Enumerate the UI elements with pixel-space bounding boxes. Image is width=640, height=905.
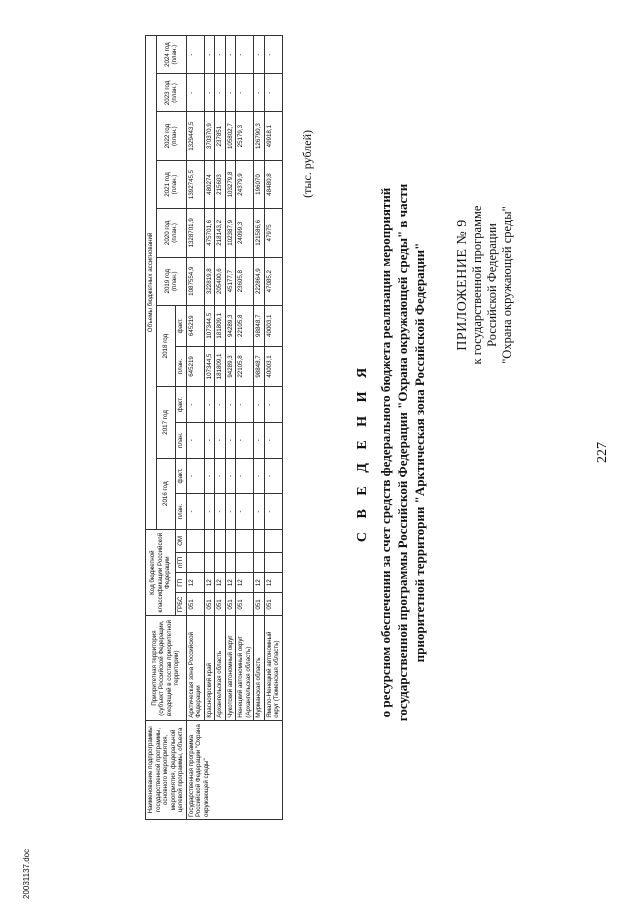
header-grbs: ГРБС — [176, 593, 187, 616]
header-year-2018: 2018 год — [156, 305, 176, 386]
header-name: Наименование подпрограммы государственной программы, основного мероприятия, мероприятия, федеральной целевой программы, объекта — [146, 720, 187, 819]
cell-v2018f: 645219 — [186, 305, 204, 346]
cell-territory: Арктическая зона Российской Федерации — [186, 616, 204, 720]
header-plan: план. — [176, 346, 187, 387]
cell-gp: 12 — [225, 573, 236, 593]
cell-v2016f: - — [204, 458, 215, 494]
table-body — [186, 36, 282, 820]
cell-v2021: 196070 — [254, 160, 265, 208]
cell-gp: 12 — [186, 573, 204, 593]
cell-grbs: 051 — [186, 593, 204, 616]
header-pgp: пГП — [176, 552, 187, 572]
cell-om — [186, 529, 204, 552]
cell-v2016p: - — [215, 494, 226, 530]
cell-v2019: 322819,8 — [204, 257, 215, 305]
cell-v2017p: - — [215, 422, 226, 458]
cell-grbs: 051 — [254, 593, 265, 616]
cell-v2023: - — [264, 74, 282, 112]
table-row — [186, 36, 204, 820]
cell-v2017f: - — [264, 387, 282, 423]
cell-v2023: - — [254, 74, 265, 112]
cell-v2018f: 181809,1 — [215, 305, 226, 346]
cell-territory: Архангельская область — [215, 616, 226, 720]
cell-territory: Ямало-Ненецкий автономный округ (Тюменская область) — [264, 616, 282, 720]
cell-territory: Мурманская область — [254, 616, 265, 720]
cell-v2017p: - — [204, 422, 215, 458]
cell-v2019: 45177,7 — [225, 257, 236, 305]
cell-v2020: 102387,9 — [225, 209, 236, 257]
cell-v2023: - — [215, 74, 226, 112]
cell-v2022: 49918,1 — [264, 112, 282, 160]
cell-v2024: - — [225, 36, 236, 74]
cell-v2017p: - — [264, 422, 282, 458]
cell-v2017f: - — [225, 387, 236, 423]
header-year-2019: 2019 год (план.) — [156, 257, 186, 305]
cell-v2018p: 22105,8 — [236, 346, 254, 387]
cell-pgp — [264, 552, 282, 572]
appendix-line: к государственной программе — [470, 205, 484, 365]
cell-v2018p: 98848,7 — [254, 346, 265, 387]
cell-v2016f: - — [254, 458, 265, 494]
cell-v2019: 1087554,9 — [186, 257, 204, 305]
cell-grbs: 051 — [236, 593, 254, 616]
cell-v2018f: 98848,7 — [254, 305, 265, 346]
cell-v2024: - — [264, 36, 282, 74]
cell-territory: Ненецкий автономный округ (Архангельская область) — [236, 616, 254, 720]
header-volumes: Объемы бюджетных ассигнований — [146, 36, 157, 530]
cell-grbs: 051 — [204, 593, 215, 616]
cell-v2020: 121586,6 — [254, 209, 265, 257]
cell-v2017f: - — [215, 387, 226, 423]
appendix-line: Российской Федерации — [485, 223, 499, 347]
cell-v2016f: - — [264, 458, 282, 494]
cell-v2018f: 40003,1 — [264, 305, 282, 346]
cell-gp: 12 — [204, 573, 215, 593]
cell-pgp — [236, 552, 254, 572]
cell-v2017f: - — [186, 387, 204, 423]
footer-filename: 20031137.doc — [22, 848, 31, 899]
appendix-number: ПРИЛОЖЕНИЕ № 9 — [455, 219, 470, 351]
cell-v2024: - — [236, 36, 254, 74]
heading-title: С В Е Д Е Н И Я — [355, 362, 370, 543]
header-year-2016: 2016 год — [156, 458, 176, 529]
cell-v2022: 126790,3 — [254, 112, 265, 160]
cell-v2024: - — [186, 36, 204, 74]
cell-v2016f: - — [225, 458, 236, 494]
header-plan: план. — [176, 494, 187, 530]
cell-v2022: 1329443,5 — [186, 112, 204, 160]
program-name-cell: Государственная программа Российской Федерации "Охрана окружающей среды" — [186, 720, 282, 819]
heading-line: о ресурсном обеспечении за счет средств федерального бюджета реализации мероприятий — [378, 187, 393, 718]
cell-v2018f: 22105,8 — [236, 305, 254, 346]
cell-gp: 12 — [215, 573, 226, 593]
cell-v2021: 48480,8 — [264, 160, 282, 208]
cell-gp: 12 — [264, 573, 282, 593]
page-number: 227 — [595, 442, 610, 463]
cell-v2017f: - — [236, 387, 254, 423]
cell-v2024: - — [215, 36, 226, 74]
table-row — [215, 36, 226, 820]
header-year-2017: 2017 год — [156, 387, 176, 458]
cell-v2018f: 107344,5 — [204, 305, 215, 346]
cell-v2023: - — [204, 74, 215, 112]
cell-v2019: 205400,6 — [215, 257, 226, 305]
header-code-group: Код бюджетной классификации Российской Федерации — [146, 529, 176, 616]
cell-v2019: 222864,9 — [254, 257, 265, 305]
header-fact: факт. — [176, 305, 187, 346]
cell-v2016p: - — [186, 494, 204, 530]
cell-v2018p: 645219 — [186, 346, 204, 387]
cell-grbs: 051 — [215, 593, 226, 616]
cell-v2018p: 94289,3 — [225, 346, 236, 387]
cell-v2022: 25179,3 — [236, 112, 254, 160]
cell-v2023: - — [225, 74, 236, 112]
cell-v2018f: 94289,3 — [225, 305, 236, 346]
cell-v2017p: - — [186, 422, 204, 458]
cell-v2017p: - — [225, 422, 236, 458]
table-row — [236, 36, 254, 820]
cell-v2017f: - — [254, 387, 265, 423]
header-year-2022: 2022 год (план.) — [156, 112, 186, 160]
header-year-2023: 2023 год (план.) — [156, 74, 186, 112]
cell-v2020: 475701,6 — [204, 209, 215, 257]
heading-line: приоритетной территории "Арктическая зона Российской Федерации" — [412, 242, 427, 663]
cell-pgp — [225, 552, 236, 572]
cell-v2022: 370370,9 — [204, 112, 215, 160]
cell-v2022: 105802,7 — [225, 112, 236, 160]
document-heading — [355, 80, 428, 825]
table-row — [254, 36, 265, 820]
cell-v2020: 1328701,9 — [186, 209, 204, 257]
cell-v2022: 237851 — [215, 112, 226, 160]
cell-v2023: - — [186, 74, 204, 112]
table-row — [225, 36, 236, 820]
cell-v2021: 103279,8 — [225, 160, 236, 208]
cell-v2017p: - — [236, 422, 254, 458]
cell-v2020: 218143,2 — [215, 209, 226, 257]
appendix-block — [455, 120, 515, 450]
table-row — [204, 36, 215, 820]
cell-v2021: 1392745,5 — [186, 160, 204, 208]
cell-gp: 12 — [254, 573, 265, 593]
cell-v2016p: - — [254, 494, 265, 530]
header-year-2024: 2024 год (план.) — [156, 36, 186, 74]
cell-v2016p: - — [264, 494, 282, 530]
header-gp: ГП — [176, 573, 187, 593]
heading-line: государственной программы Российской Федерации "Охрана окружающей среды" в части — [395, 183, 410, 722]
cell-v2019: 23605,8 — [236, 257, 254, 305]
cell-v2018p: 181809,1 — [215, 346, 226, 387]
cell-v2020: 24099,3 — [236, 209, 254, 257]
cell-v2018p: 107344,5 — [204, 346, 215, 387]
cell-v2016p: - — [204, 494, 215, 530]
cell-v2016f: - — [215, 458, 226, 494]
table-row — [264, 36, 282, 820]
cell-v2016f: - — [186, 458, 204, 494]
cell-pgp — [254, 552, 265, 572]
cell-pgp — [186, 552, 204, 572]
cell-v2016p: - — [225, 494, 236, 530]
cell-om — [215, 529, 226, 552]
cell-v2016f: - — [236, 458, 254, 494]
header-om: ОМ — [176, 529, 187, 552]
cell-om — [225, 529, 236, 552]
header-plan: план. — [176, 422, 187, 458]
cell-v2019: 47085,2 — [264, 257, 282, 305]
cell-om — [236, 529, 254, 552]
units-label: (тыс. рублей) — [300, 130, 314, 198]
header-fact: факт. — [176, 458, 187, 494]
cell-v2017p: - — [254, 422, 265, 458]
cell-om — [264, 529, 282, 552]
cell-om — [254, 529, 265, 552]
cell-v2024: - — [254, 36, 265, 74]
cell-gp: 12 — [236, 573, 254, 593]
header-year-2021: 2021 год (план.) — [156, 160, 186, 208]
budget-table — [145, 35, 283, 820]
cell-v2017f: - — [204, 387, 215, 423]
cell-grbs: 051 — [264, 593, 282, 616]
cell-v2024: - — [204, 36, 215, 74]
header-year-2020: 2020 год (план.) — [156, 209, 186, 257]
cell-v2020: 47975 — [264, 209, 282, 257]
cell-v2018p: 40003,1 — [264, 346, 282, 387]
cell-v2021: 480274 — [204, 160, 215, 208]
header-territory: Приоритетная территория (субъект Российской Федерации, входящий в состав приоритетной территории) — [146, 616, 187, 720]
appendix-line: "Охрана окружающей среды" — [500, 206, 514, 364]
cell-v2016p: - — [236, 494, 254, 530]
cell-v2021: 215603 — [215, 160, 226, 208]
cell-grbs: 051 — [225, 593, 236, 616]
cell-om — [204, 529, 215, 552]
cell-territory: Чукотский автономный округ — [225, 616, 236, 720]
cell-v2023: - — [236, 74, 254, 112]
cell-v2021: 24379,9 — [236, 160, 254, 208]
header-fact: факт. — [176, 387, 187, 423]
cell-pgp — [215, 552, 226, 572]
cell-pgp — [204, 552, 215, 572]
cell-territory: Красноярский край — [204, 616, 215, 720]
